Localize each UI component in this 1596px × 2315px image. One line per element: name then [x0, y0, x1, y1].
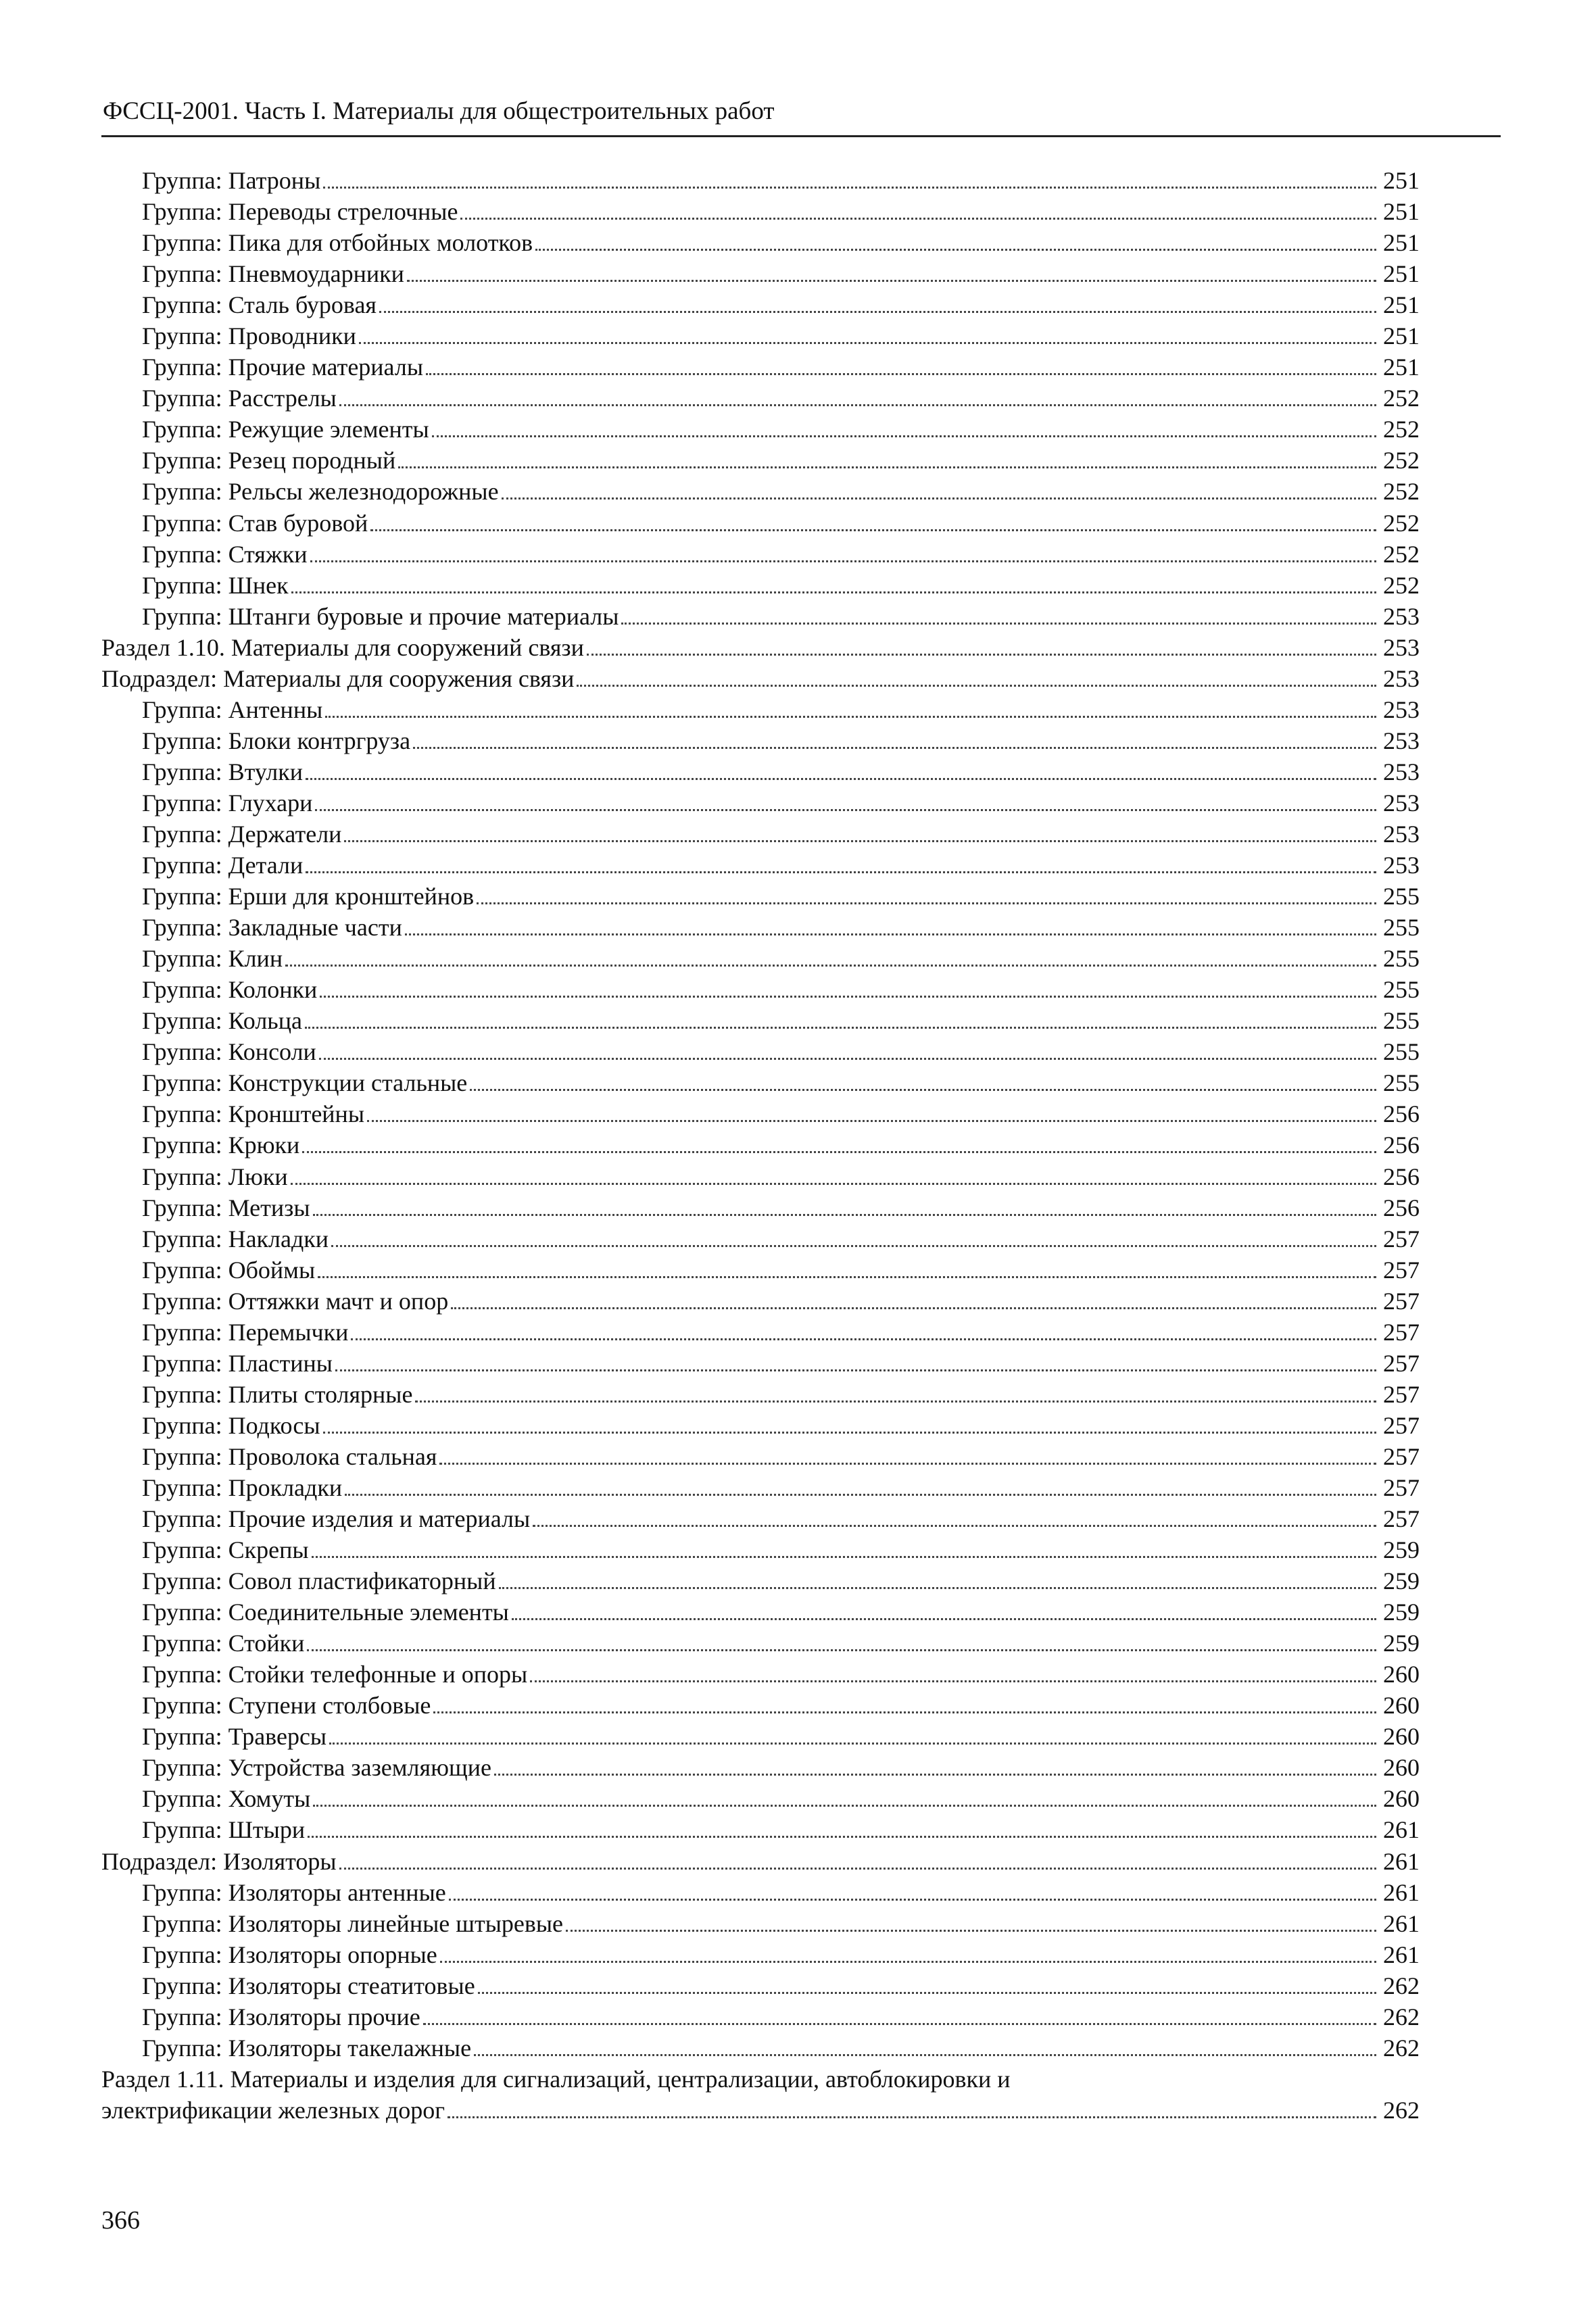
toc-entry: [101, 850, 1420, 881]
toc-entry-title: Группа: Сталь буровая: [142, 291, 377, 319]
dot-leader: [318, 1276, 1376, 1278]
page-number: 366: [101, 2206, 140, 2235]
toc-entry: [101, 1317, 1420, 1348]
dot-leader: [432, 435, 1376, 437]
toc-entry-page: 253: [1383, 696, 1420, 723]
dot-leader: [306, 778, 1376, 780]
toc-entry-page: 257: [1383, 1411, 1420, 1439]
dot-leader: [359, 342, 1376, 344]
toc-entry-page: 259: [1383, 1599, 1420, 1626]
toc-entry: [101, 1441, 1420, 1472]
toc-entry: [101, 1908, 1420, 1939]
toc-entry-title: Группа: Проводники: [142, 322, 356, 350]
toc-entry-page: 257: [1383, 1256, 1420, 1284]
toc-entry: [101, 508, 1420, 539]
toc-entry-title: Группа: Пневмоударники: [142, 260, 404, 288]
toc-entry-title: Группа: Оттяжки мачт и опор: [142, 1287, 449, 1315]
toc-entry-title: Группа: Изоляторы опорные: [142, 1941, 437, 1968]
toc-entry-title: Группа: Конструкции стальные: [142, 1069, 468, 1097]
dot-leader: [379, 311, 1376, 313]
toc-entry-title: Группа: Штыри: [142, 1816, 306, 1844]
toc-entry-title: Группа: Хомуты: [142, 1785, 311, 1813]
toc-entry: [101, 1783, 1420, 1814]
toc-entry-page: 252: [1383, 385, 1420, 412]
toc-entry-title: Группа: Накладки: [142, 1225, 329, 1252]
toc-entry-page: 256: [1383, 1100, 1420, 1128]
toc-entry-title: Раздел 1.10. Материалы для сооружений связи: [101, 633, 584, 661]
toc-entry: [101, 1067, 1420, 1098]
toc-entry-page: 255: [1383, 914, 1420, 942]
dot-leader: [291, 1183, 1376, 1185]
toc-entry-title: Подраздел: Изоляторы: [101, 1847, 337, 1875]
toc-entry-page: 253: [1383, 789, 1420, 817]
toc-entry-title: Группа: Детали: [142, 852, 304, 879]
toc-entry-title: Группа: Крюки: [142, 1131, 300, 1159]
toc-entry: [101, 881, 1420, 912]
toc-entry-title: Группа: Патроны: [142, 167, 321, 194]
toc-entry-title-line2: электрификации железных дорог: [101, 2096, 445, 2124]
dot-leader: [415, 1400, 1376, 1403]
toc-entry-title: Группа: Расстрелы: [142, 385, 337, 412]
toc-entry-title: Группа: Устройства заземляющие: [142, 1754, 491, 1782]
toc-entry-title: Группа: Изоляторы такелажные: [142, 2034, 472, 2062]
toc-entry-title: Группа: Режущие элементы: [142, 416, 429, 443]
toc-entry: [101, 1005, 1420, 1036]
dot-leader: [329, 1743, 1376, 1745]
toc-entry-page: 256: [1383, 1163, 1420, 1190]
toc-entry-page: 260: [1383, 1692, 1420, 1720]
toc-entry: [101, 1846, 1420, 1877]
toc-entry-page: 257: [1383, 1287, 1420, 1315]
toc-entry-page: 255: [1383, 1069, 1420, 1097]
toc-entry-page: 257: [1383, 1318, 1420, 1346]
toc-entry-title: Подраздел: Материалы для сооружения связи: [101, 664, 575, 692]
toc-entry-title: Группа: Стяжки: [142, 540, 308, 568]
dot-leader: [426, 373, 1376, 375]
dot-leader: [407, 280, 1376, 282]
dot-leader: [331, 1245, 1376, 1247]
toc-entry-title: Группа: Переводы стрелочные: [142, 198, 458, 226]
toc-entry: [101, 258, 1420, 289]
dot-leader: [308, 1836, 1376, 1838]
toc-entry-title: Группа: Пика для отбойных молотков: [142, 229, 533, 257]
dot-leader: [433, 1711, 1376, 1713]
toc-entry-page: 257: [1383, 1505, 1420, 1533]
toc-entry-title: Группа: Резец породный: [142, 447, 396, 474]
toc-entry-title: Группа: Став буровой: [142, 509, 368, 537]
toc-entry: [101, 1472, 1420, 1503]
toc-entry: [101, 476, 1420, 507]
table-of-contents: [101, 165, 1420, 2126]
toc-entry: [101, 1098, 1420, 1129]
toc-entry: [101, 2064, 1420, 2126]
toc-entry: [101, 912, 1420, 943]
dot-leader: [566, 1930, 1376, 1932]
toc-entry-title: Группа: Плиты столярные: [142, 1380, 413, 1408]
dot-leader: [370, 529, 1376, 531]
toc-entry-page: 261: [1383, 1816, 1420, 1844]
toc-entry-title: Группа: Метизы: [142, 1194, 310, 1221]
dot-leader: [306, 871, 1376, 873]
toc-entry-title: Группа: Шнек: [142, 571, 289, 599]
toc-entry: [101, 1659, 1420, 1690]
toc-entry-page: 256: [1383, 1131, 1420, 1159]
toc-entry: [101, 2032, 1420, 2064]
dot-leader: [315, 809, 1376, 811]
toc-entry-page: 259: [1383, 1536, 1420, 1564]
toc-entry-title: Группа: Ерши для кронштейнов: [142, 883, 475, 910]
toc-entry-title: Группа: Изоляторы прочие: [142, 2003, 420, 2030]
toc-entry-title: Группа: Соединительные элементы: [142, 1599, 509, 1626]
toc-entry-title: Группа: Обоймы: [142, 1256, 316, 1284]
toc-entry: [101, 351, 1420, 383]
dot-leader: [313, 1805, 1376, 1807]
dot-leader: [451, 1307, 1376, 1309]
toc-entry-page: 251: [1383, 260, 1420, 288]
toc-entry-title: Группа: Прочие изделия и материалы: [142, 1505, 531, 1533]
toc-entry-title: Группа: Проволока стальная: [142, 1442, 437, 1470]
dot-leader: [448, 2116, 1376, 2118]
toc-entry: [101, 570, 1420, 601]
dot-leader: [285, 965, 1376, 967]
dot-leader: [339, 1868, 1376, 1870]
dot-leader: [307, 1649, 1376, 1651]
toc-entry: [101, 663, 1420, 694]
toc-entry-page: 253: [1383, 820, 1420, 848]
toc-entry: [101, 1877, 1420, 1908]
toc-entry-title: Группа: Втулки: [142, 758, 303, 785]
toc-entry-page: 252: [1383, 447, 1420, 474]
dot-leader: [478, 1992, 1376, 1994]
dot-leader: [320, 996, 1376, 998]
toc-entry-page: 253: [1383, 758, 1420, 785]
toc-entry: [101, 165, 1420, 196]
dot-leader: [460, 218, 1376, 220]
toc-entry-page: 255: [1383, 976, 1420, 1004]
dot-leader: [413, 747, 1376, 749]
toc-entry: [101, 1254, 1420, 1286]
dot-leader: [313, 1214, 1376, 1216]
toc-entry-title: Группа: Пластины: [142, 1349, 333, 1377]
dot-leader: [345, 1494, 1376, 1496]
toc-entry-page: 257: [1383, 1473, 1420, 1501]
toc-entry-title: Группа: Скрепы: [142, 1536, 309, 1564]
toc-entry-title: Группа: Изоляторы линейные штыревые: [142, 1909, 564, 1937]
toc-entry-page: 255: [1383, 1007, 1420, 1035]
dot-leader: [405, 933, 1376, 935]
toc-entry: [101, 974, 1420, 1005]
toc-entry-title: Группа: Изоляторы антенные: [142, 1878, 446, 1906]
dot-leader: [325, 716, 1376, 718]
toc-entry: [101, 1690, 1420, 1721]
dot-leader: [439, 1463, 1376, 1465]
toc-entry: [101, 445, 1420, 476]
toc-entry-title: Группа: Глухари: [142, 789, 313, 817]
toc-entry-page: 259: [1383, 1567, 1420, 1595]
toc-entry-page: 253: [1383, 852, 1420, 879]
toc-entry: [101, 1410, 1420, 1441]
toc-entry-page: 262: [1383, 2034, 1420, 2062]
dot-leader: [530, 1680, 1376, 1682]
running-header: [101, 93, 1501, 137]
toc-entry: [101, 1129, 1420, 1161]
dot-leader: [323, 187, 1376, 189]
toc-entry-page: 252: [1383, 478, 1420, 506]
toc-entry: [101, 1970, 1420, 2001]
dot-leader: [577, 685, 1376, 687]
toc-entry: [101, 383, 1420, 414]
toc-entry-title: Группа: Кольца: [142, 1007, 302, 1035]
dot-leader: [339, 404, 1376, 406]
toc-entry-title: Группа: Ступени столбовые: [142, 1692, 431, 1720]
dot-leader: [440, 1961, 1376, 1963]
dot-leader: [587, 654, 1376, 656]
toc-entry: [101, 320, 1420, 351]
dot-leader: [351, 1338, 1376, 1340]
toc-entry: [101, 196, 1420, 227]
toc-entry: [101, 756, 1420, 787]
toc-entry: [101, 632, 1420, 663]
toc-entry-page: 257: [1383, 1442, 1420, 1470]
toc-entry: [101, 1752, 1420, 1783]
header-title: ФССЦ-2001. Часть I. Материалы для общестроительных работ: [103, 97, 775, 125]
toc-entry-page: 253: [1383, 727, 1420, 754]
toc-entry-title: Группа: Стойки: [142, 1630, 305, 1657]
dot-leader: [319, 1058, 1376, 1060]
toc-entry-page: 251: [1383, 354, 1420, 381]
toc-entry-page: 251: [1383, 198, 1420, 226]
toc-entry: [101, 725, 1420, 756]
toc-entry: [101, 787, 1420, 819]
toc-entry-title: Группа: Штанги буровые и прочие материалы: [142, 602, 619, 630]
dot-leader: [312, 1556, 1376, 1558]
dot-leader: [470, 1089, 1376, 1091]
toc-entry-page: 262: [1383, 2096, 1420, 2124]
toc-entry-title: Группа: Подкосы: [142, 1411, 320, 1439]
toc-entry: [101, 1161, 1420, 1192]
toc-entry-page: 260: [1383, 1785, 1420, 1813]
dot-leader: [449, 1899, 1376, 1901]
dot-leader: [474, 2054, 1376, 2056]
toc-entry-page: 261: [1383, 1847, 1420, 1875]
toc-entry-page: 251: [1383, 291, 1420, 319]
dot-leader: [305, 1027, 1376, 1029]
toc-entry: [101, 227, 1420, 258]
toc-entry-page: 261: [1383, 1909, 1420, 1937]
toc-entry-title: Группа: Стойки телефонные и опоры: [142, 1661, 528, 1688]
toc-entry-title: Группа: Прочие материалы: [142, 354, 424, 381]
toc-entry-page: 252: [1383, 540, 1420, 568]
toc-entry-page: 260: [1383, 1754, 1420, 1782]
dot-leader: [494, 1774, 1376, 1776]
dot-leader: [535, 249, 1376, 251]
toc-entry-page: 260: [1383, 1723, 1420, 1751]
dot-leader: [302, 1151, 1376, 1153]
dot-leader: [398, 466, 1376, 468]
toc-entry-page: 251: [1383, 229, 1420, 257]
toc-entry: [101, 1036, 1420, 1067]
toc-entry-title: Группа: Рельсы железнодорожные: [142, 478, 499, 506]
toc-entry-page: 253: [1383, 633, 1420, 661]
toc-entry-title: Группа: Консоли: [142, 1038, 316, 1066]
toc-entry: [101, 819, 1420, 850]
toc-entry-page: 255: [1383, 945, 1420, 973]
toc-entry: [101, 1628, 1420, 1659]
dot-leader: [533, 1525, 1376, 1527]
toc-entry-title-line1: Раздел 1.11. Материалы и изделия для сигнализаций, централизации, автоблокировки и: [101, 2065, 1011, 2093]
toc-entry: [101, 1503, 1420, 1534]
toc-entry-page: 257: [1383, 1380, 1420, 1408]
toc-entry-page: 255: [1383, 1038, 1420, 1066]
toc-entry-title: Группа: Клин: [142, 945, 283, 973]
toc-entry-title: Группа: Колонки: [142, 976, 318, 1004]
toc-entry: [101, 1721, 1420, 1752]
toc-entry: [101, 1534, 1420, 1565]
toc-entry-page: 261: [1383, 1878, 1420, 1906]
toc-entry-page: 252: [1383, 416, 1420, 443]
toc-entry: [101, 289, 1420, 320]
dot-leader: [310, 560, 1376, 562]
toc-entry-page: 253: [1383, 602, 1420, 630]
dot-leader: [477, 902, 1376, 904]
toc-entry-title: Группа: Антенны: [142, 696, 323, 723]
toc-entry-page: 255: [1383, 883, 1420, 910]
toc-entry: [101, 601, 1420, 632]
toc-entry-title: Группа: Кронштейны: [142, 1100, 365, 1128]
toc-entry-title: Группа: Изоляторы стеатитовые: [142, 1972, 475, 1999]
toc-entry-title: Группа: Траверсы: [142, 1723, 327, 1751]
toc-entry-page: 262: [1383, 2003, 1420, 2030]
toc-entry-title: Группа: Закладные части: [142, 914, 402, 942]
toc-entry-page: 257: [1383, 1349, 1420, 1377]
toc-entry-page: 252: [1383, 509, 1420, 537]
toc-entry-page: 257: [1383, 1225, 1420, 1252]
toc-entry: [101, 1379, 1420, 1410]
dot-leader: [512, 1618, 1376, 1620]
toc-entry-title: Группа: Блоки контргруза: [142, 727, 411, 754]
toc-entry-title: Группа: Совол пластификаторный: [142, 1567, 496, 1595]
toc-entry: [101, 1939, 1420, 1970]
dot-leader: [502, 497, 1376, 499]
toc-entry: [101, 2001, 1420, 2032]
toc-entry: [101, 1348, 1420, 1379]
toc-entry-page: 251: [1383, 167, 1420, 194]
toc-entry: [101, 1814, 1420, 1845]
dot-leader: [344, 840, 1376, 842]
toc-entry-page: 259: [1383, 1630, 1420, 1657]
toc-entry-title: Группа: Прокладки: [142, 1473, 343, 1501]
toc-entry-page: 262: [1383, 1972, 1420, 1999]
dot-leader: [367, 1120, 1376, 1122]
dot-leader: [423, 2023, 1376, 2025]
toc-entry: [101, 414, 1420, 445]
toc-entry-page: 252: [1383, 571, 1420, 599]
dot-leader: [621, 623, 1376, 625]
toc-entry: [101, 1223, 1420, 1254]
dot-leader: [499, 1587, 1376, 1589]
toc-entry-page: 260: [1383, 1661, 1420, 1688]
toc-entry: [101, 539, 1420, 570]
toc-entry-page: 253: [1383, 664, 1420, 692]
toc-entry: [101, 1286, 1420, 1317]
toc-entry-title: Группа: Держатели: [142, 820, 342, 848]
toc-entry-page: 256: [1383, 1194, 1420, 1221]
toc-entry: [101, 694, 1420, 725]
toc-entry: [101, 1192, 1420, 1223]
dot-leader: [323, 1432, 1376, 1434]
toc-entry: [101, 943, 1420, 974]
toc-entry: [101, 1597, 1420, 1628]
toc-entry-title: Группа: Перемычки: [142, 1318, 349, 1346]
toc-entry-title: Группа: Люки: [142, 1163, 288, 1190]
toc-entry-page: 251: [1383, 322, 1420, 350]
toc-entry-page: 261: [1383, 1941, 1420, 1968]
toc-entry: [101, 1565, 1420, 1597]
dot-leader: [291, 591, 1376, 593]
dot-leader: [335, 1369, 1376, 1371]
